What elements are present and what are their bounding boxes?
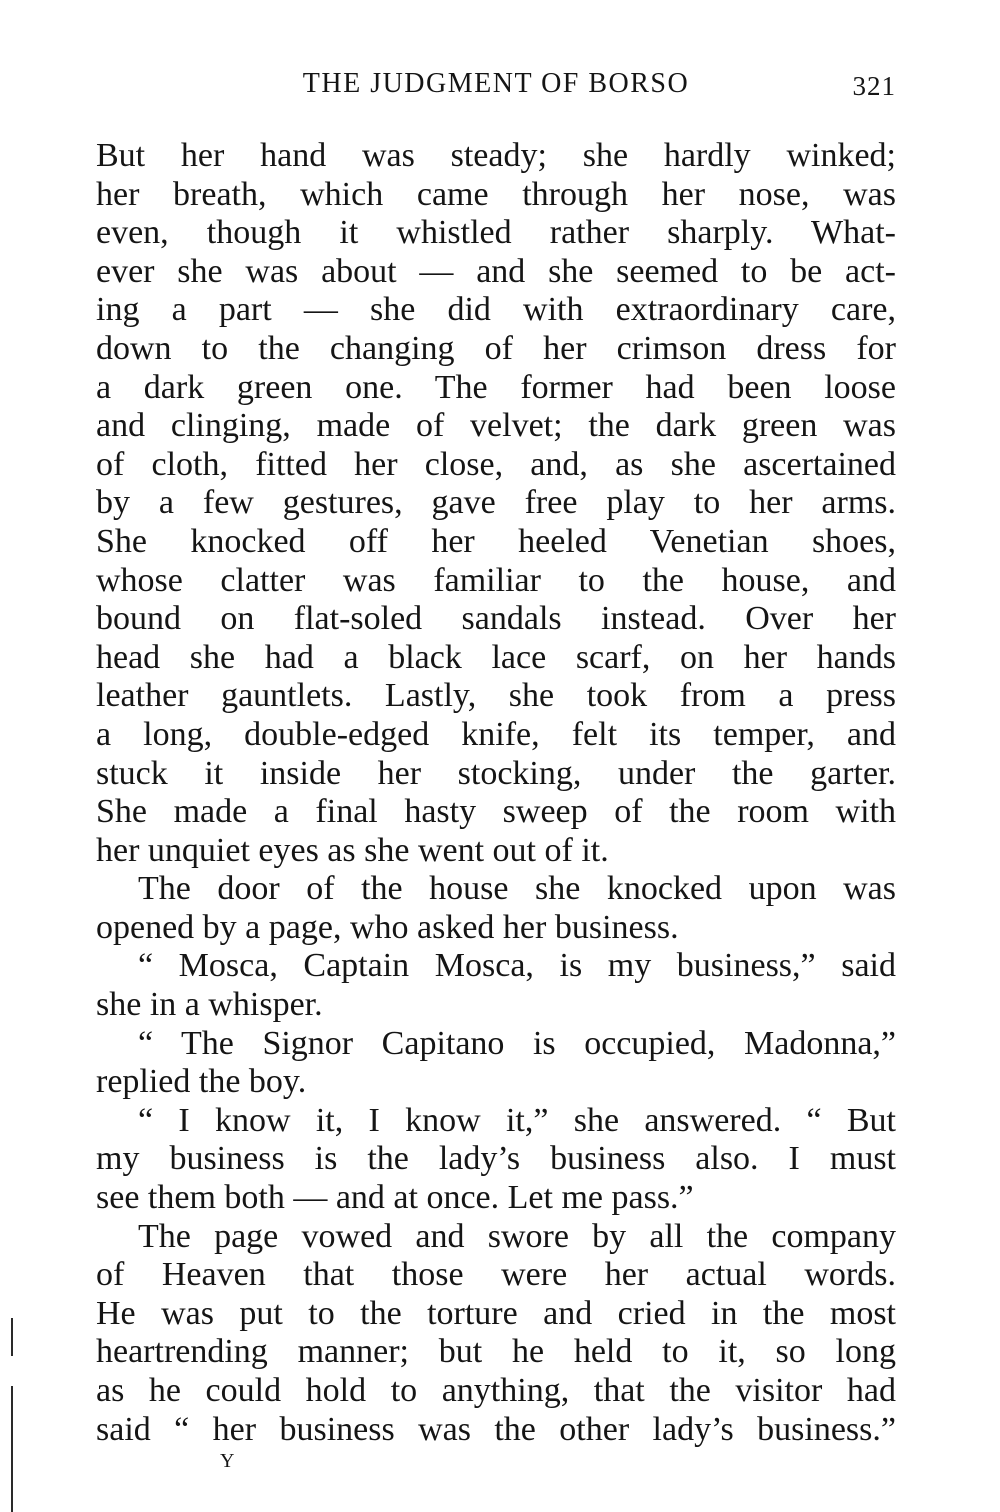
text-line: my business is the lady’s business also. I must (96, 1140, 896, 1178)
text-line: “ I know it, I know it,” she answered. “ But (138, 1101, 896, 1139)
text-line: heartrending manner; but he held to it, so long (96, 1333, 896, 1371)
text-line: of Heaven that those were her actual words. (96, 1256, 896, 1294)
text-line: by a few gestures, gave free play to her arms. (96, 484, 896, 522)
text-line: head she had a black lace scarf, on her hands (96, 638, 896, 676)
body-text (96, 137, 896, 1449)
text-line: stuck it inside her stocking, under the garter. (96, 754, 896, 792)
page-number: 321 (852, 71, 896, 101)
text-line: her unquiet eyes as she went out of it. (96, 831, 609, 869)
text-line: as he could hold to anything, that the visitor had (96, 1372, 896, 1409)
text-line: see them both — and at once. Let me pass.” (96, 1179, 694, 1217)
text-line: of cloth, fitted her close, and, as she ascertained (96, 445, 896, 483)
text-line: she in a whisper. (96, 986, 323, 1024)
text-line: leather gauntlets. Lastly, she took from a press (96, 677, 896, 715)
signature-mark: Y (220, 1450, 236, 1472)
running-title: THE JUDGMENT OF BORSO (302, 68, 690, 99)
text-line: even, though it whistled rather sharply. What- (96, 214, 896, 252)
text-line: her breath, which came through her nose, was (96, 175, 896, 213)
text-line: said “ her business was the other lady’s business.” (96, 1410, 896, 1448)
text-line: “ Mosca, Captain Mosca, is my business,” said (138, 947, 896, 985)
scan-edge-mark (11, 1318, 13, 1356)
text-line: He was put to the torture and cried in the most (96, 1294, 896, 1332)
text-line: The page vowed and swore by all the company (138, 1217, 896, 1255)
text-line: ing a part — she did with extraordinary care, (96, 291, 896, 329)
text-line: a dark green one. The former had been loose (96, 368, 896, 406)
text-line: and clinging, made of velvet; the dark green was (96, 407, 896, 445)
text-line: opened by a page, who asked her business. (96, 908, 679, 946)
text-line: bound on flat-soled sandals instead. Over her (96, 600, 896, 638)
text-line: down to the changing of her crimson dress for (96, 329, 896, 367)
text-line: She made a final hasty sweep of the room with (96, 793, 896, 831)
text-line: a long, double-edged knife, felt its temper, and (96, 715, 896, 753)
text-line: But her hand was steady; she hardly winked; (96, 137, 896, 174)
text-line: replied the boy. (96, 1063, 307, 1101)
running-head (96, 66, 896, 102)
text-line: “ The Signor Capitano is occupied, Madonna,” (138, 1024, 896, 1062)
text-line: ever she was about — and she seemed to be act- (96, 252, 896, 290)
text-line: She knocked off her heeled Venetian shoes, (96, 522, 896, 560)
text-line: whose clatter was familiar to the house, and (96, 561, 896, 599)
text-line: The door of the house she knocked upon was (138, 870, 896, 908)
scan-edge-mark (11, 1386, 13, 1512)
